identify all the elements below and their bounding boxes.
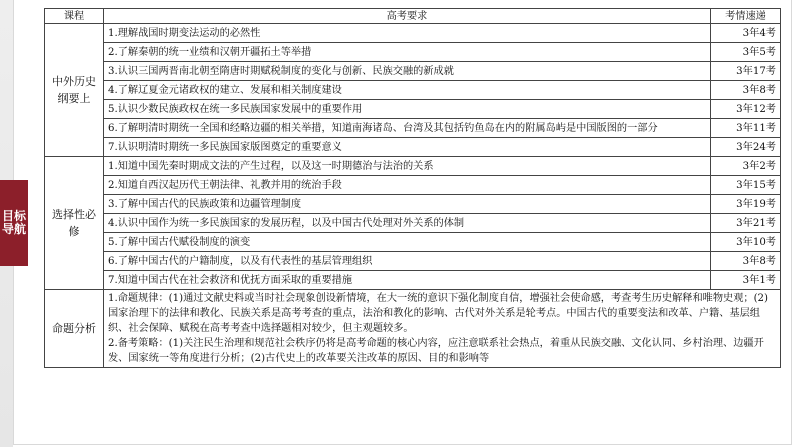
frequency-cell: 3年8考: [711, 252, 781, 271]
table-row: [45, 138, 781, 157]
frequency-cell: 3年2考: [711, 157, 781, 176]
frequency-cell: 3年17考: [711, 62, 781, 81]
course-cell: 中外历史纲要上: [45, 24, 104, 157]
table-row: [45, 119, 781, 138]
table-row: [45, 271, 781, 290]
table-row: [45, 214, 781, 233]
requirement-cell: 6.了解中国古代的户籍制度，以及有代表性的基层管理组织: [104, 252, 711, 271]
frequency-cell: 3年21考: [711, 214, 781, 233]
table-row: [45, 176, 781, 195]
frequency-cell: 3年1考: [711, 271, 781, 290]
table-header-row: [45, 9, 781, 24]
requirement-cell: 1.知道中国先秦时期成文法的产生过程，以及这一时期德治与法治的关系: [104, 157, 711, 176]
table-row: [45, 100, 781, 119]
requirement-cell: 7.认识明清时期统一多民族国家版图奠定的重要意义: [104, 138, 711, 157]
requirement-cell: 4.了解辽夏金元诸政权的建立、发展和相关制度建设: [104, 81, 711, 100]
header-frequency: 考情速递: [711, 9, 781, 24]
frequency-cell: 3年11考: [711, 119, 781, 138]
analysis-row: [45, 290, 781, 368]
table-row: [45, 252, 781, 271]
requirement-cell: 6.了解明清时期统一全国和经略边疆的相关举措，知道南海诸岛、台湾及其包括钓鱼岛在内的附属岛屿是中国版图的一部分: [104, 119, 711, 138]
frequency-cell: 3年5考: [711, 43, 781, 62]
frequency-cell: 3年19考: [711, 195, 781, 214]
frequency-cell: 3年8考: [711, 81, 781, 100]
frequency-cell: 3年12考: [711, 100, 781, 119]
table-row: [45, 43, 781, 62]
requirement-cell: 5.了解中国古代赋役制度的演变: [104, 233, 711, 252]
header-course: 课程: [45, 9, 104, 24]
requirement-cell: 3.认识三国两晋南北朝至隋唐时期赋税制度的变化与创新、民族交融的新成就: [104, 62, 711, 81]
frequency-cell: 3年4考: [711, 24, 781, 43]
course-cell: 选择性必修: [45, 157, 104, 290]
table-body: [45, 24, 781, 368]
analysis-text: [104, 290, 781, 368]
analysis-paragraph: 1.命题规律：(1)通过文献史料或当时社会现象创设新情境，在大一统的意识下强化制度自信，增强社会使命感，考查考生历史解释和唯物史观；(2)国家治理下的法律和教化、民族关系是高考考查的重点，法治和教化的影响、古代对外关系是轮考点。中国古代的重要变法和改革、户籍、基层组织、社会保障、赋税在高考考查中选择题相对较少，但主观题较多。: [108, 293, 769, 334]
frequency-cell: 3年15考: [711, 176, 781, 195]
table-row: [45, 24, 781, 43]
requirement-cell: 2.知道自西汉起历代王朝法律、礼教并用的统治手段: [104, 176, 711, 195]
table-row: [45, 233, 781, 252]
requirement-cell: 7.知道中国古代在社会救济和优抚方面采取的重要措施: [104, 271, 711, 290]
requirement-cell: 2.了解秦朝的统一业绩和汉朝开疆拓土等举措: [104, 43, 711, 62]
requirement-cell: 3.了解中国古代的民族政策和边疆管理制度: [104, 195, 711, 214]
requirement-cell: 1.理解战国时期变法运动的必然性: [104, 24, 711, 43]
nav-tab-objectives[interactable]: [0, 180, 28, 266]
requirements-table: [44, 8, 781, 368]
table-row: [45, 157, 781, 176]
frequency-cell: 3年10考: [711, 233, 781, 252]
table-row: [45, 62, 781, 81]
requirement-cell: 5.认识少数民族政权在统一多民族国家发展中的重要作用: [104, 100, 711, 119]
analysis-label: 命题分析: [45, 290, 104, 368]
analysis-paragraph: 2.备考策略：(1)关注民生治理和规范社会秩序仍将是高考命题的核心内容，应注意联系社会热点，着重从民族交融、文化认同、乡村治理、边疆开发、国家统一等角度进行分析；(2)古代史上的改革要关注改革的原因、目的和影响等: [108, 338, 764, 364]
requirement-cell: 4.认识中国作为统一多民族国家的发展历程，以及中国古代处理对外关系的体制: [104, 214, 711, 233]
header-requirement: 高考要求: [104, 9, 711, 24]
nav-tab-label: 目标导航: [2, 209, 27, 236]
table-row: [45, 195, 781, 214]
frequency-cell: 3年24考: [711, 138, 781, 157]
table-row: [45, 81, 781, 100]
